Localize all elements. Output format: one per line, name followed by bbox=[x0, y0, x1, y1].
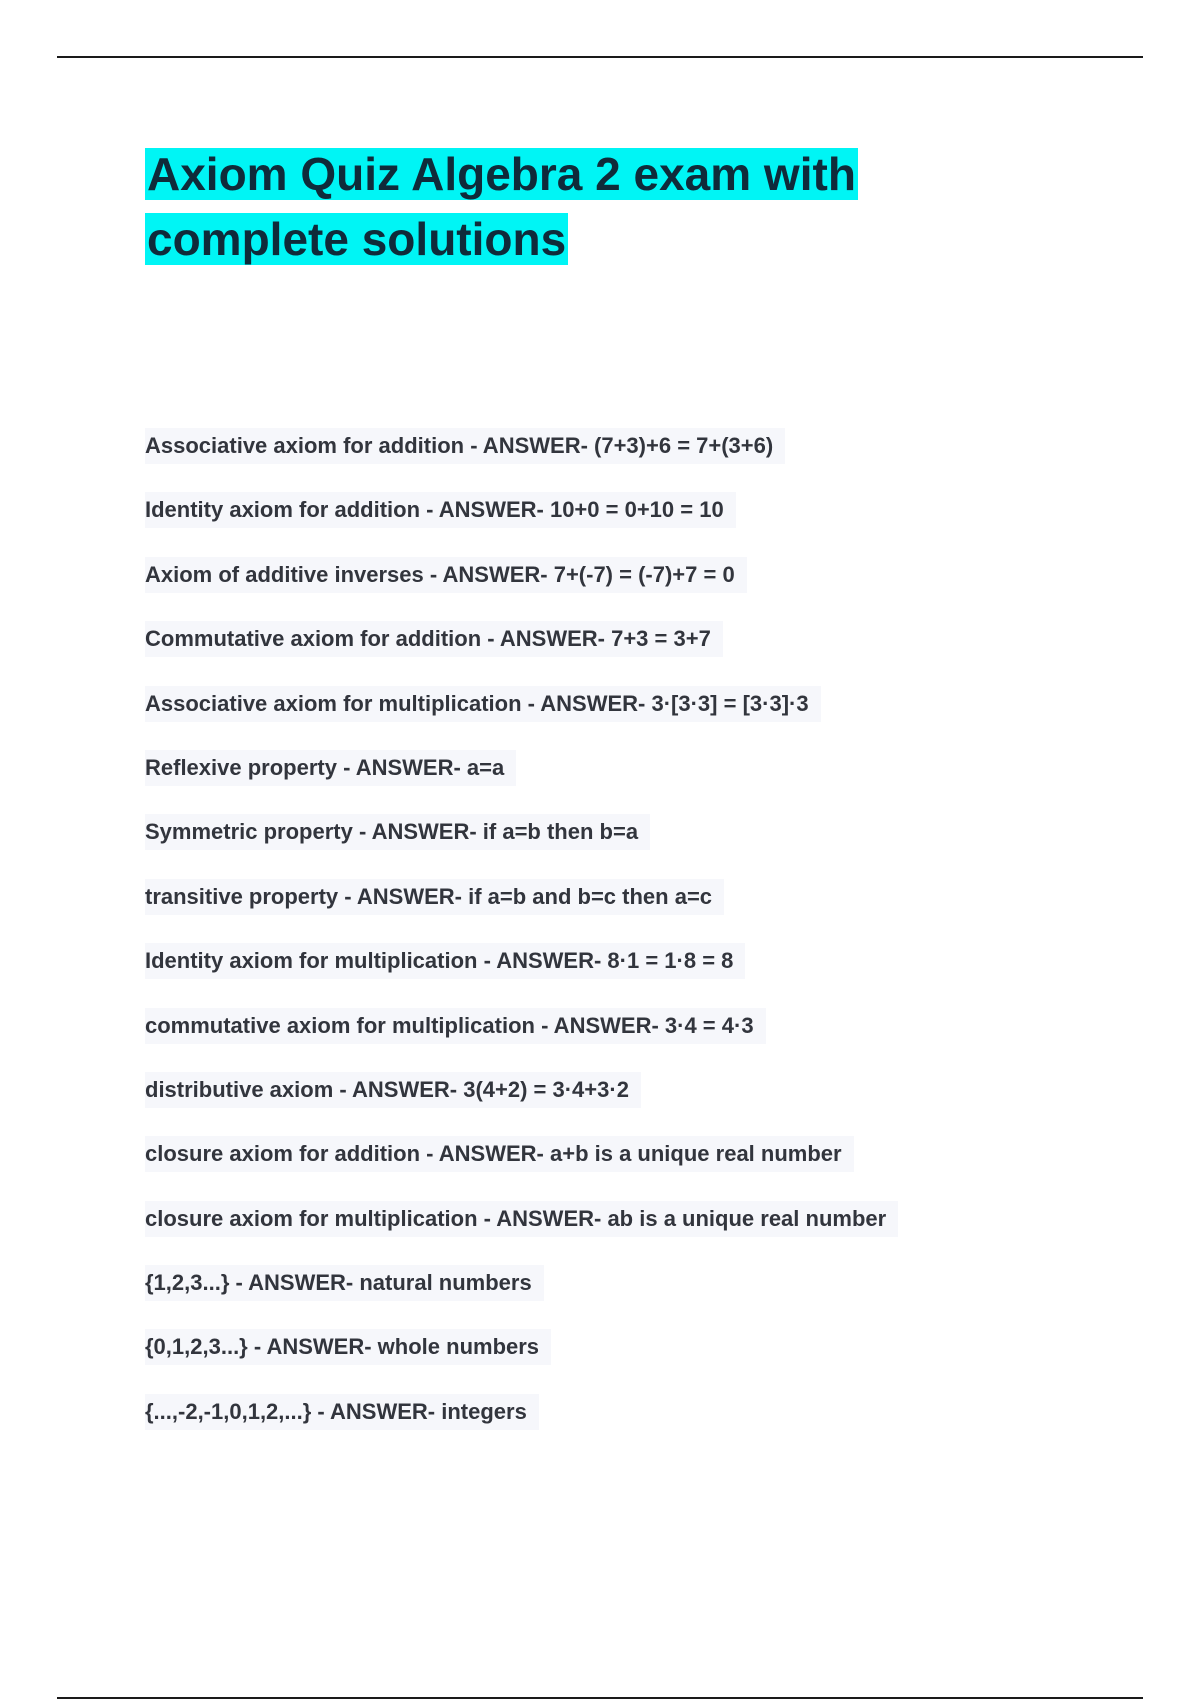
list-item bbox=[145, 621, 1095, 685]
list-item bbox=[145, 428, 1095, 492]
qa-text: closure axiom for addition - ANSWER- a+b is a unique real number bbox=[145, 1136, 854, 1172]
qa-text: Symmetric property - ANSWER- if a=b then b=a bbox=[145, 814, 650, 850]
title-highlight: Axiom Quiz Algebra 2 exam with complete solutions bbox=[147, 148, 856, 265]
list-item bbox=[145, 1329, 1095, 1393]
title-block bbox=[145, 142, 1045, 272]
qa-text: {...,-2,-1,0,1,2,...} - ANSWER- integers bbox=[145, 1394, 539, 1430]
bottom-rule bbox=[57, 1697, 1143, 1699]
qa-text: closure axiom for multiplication - ANSWER- ab is a unique real number bbox=[145, 1201, 898, 1237]
qa-text: {0,1,2,3...} - ANSWER- whole numbers bbox=[145, 1329, 551, 1365]
list-item bbox=[145, 943, 1095, 1007]
list-item bbox=[145, 1201, 1095, 1265]
qa-text: commutative axiom for multiplication - ANSWER- 3·4 = 4·3 bbox=[145, 1008, 766, 1044]
qa-text: Associative axiom for addition - ANSWER- (7+3)+6 = 7+(3+6) bbox=[145, 428, 785, 464]
qa-text: Associative axiom for multiplication - ANSWER- 3·[3·3] = [3·3]·3 bbox=[145, 686, 821, 722]
document-title bbox=[145, 142, 1045, 272]
list-item bbox=[145, 1394, 1095, 1458]
list-item bbox=[145, 750, 1095, 814]
list-item bbox=[145, 1008, 1095, 1072]
qa-text: transitive property - ANSWER- if a=b and b=c then a=c bbox=[145, 879, 724, 915]
qa-text: {1,2,3...} - ANSWER- natural numbers bbox=[145, 1265, 544, 1301]
qa-text: Identity axiom for addition - ANSWER- 10+0 = 0+10 = 10 bbox=[145, 492, 736, 528]
list-item bbox=[145, 1265, 1095, 1329]
qa-text: distributive axiom - ANSWER- 3(4+2) = 3·4+3·2 bbox=[145, 1072, 641, 1108]
list-item bbox=[145, 686, 1095, 750]
top-rule bbox=[57, 56, 1143, 58]
qa-text: Axiom of additive inverses - ANSWER- 7+(-7) = (-7)+7 = 0 bbox=[145, 557, 747, 593]
qa-text: Identity axiom for multiplication - ANSWER- 8·1 = 1·8 = 8 bbox=[145, 943, 745, 979]
list-item bbox=[145, 1072, 1095, 1136]
qa-list bbox=[145, 428, 1095, 1458]
qa-text: Commutative axiom for addition - ANSWER- 7+3 = 3+7 bbox=[145, 621, 723, 657]
list-item bbox=[145, 879, 1095, 943]
list-item bbox=[145, 557, 1095, 621]
list-item bbox=[145, 492, 1095, 556]
list-item bbox=[145, 814, 1095, 878]
qa-text: Reflexive property - ANSWER- a=a bbox=[145, 750, 516, 786]
list-item bbox=[145, 1136, 1095, 1200]
